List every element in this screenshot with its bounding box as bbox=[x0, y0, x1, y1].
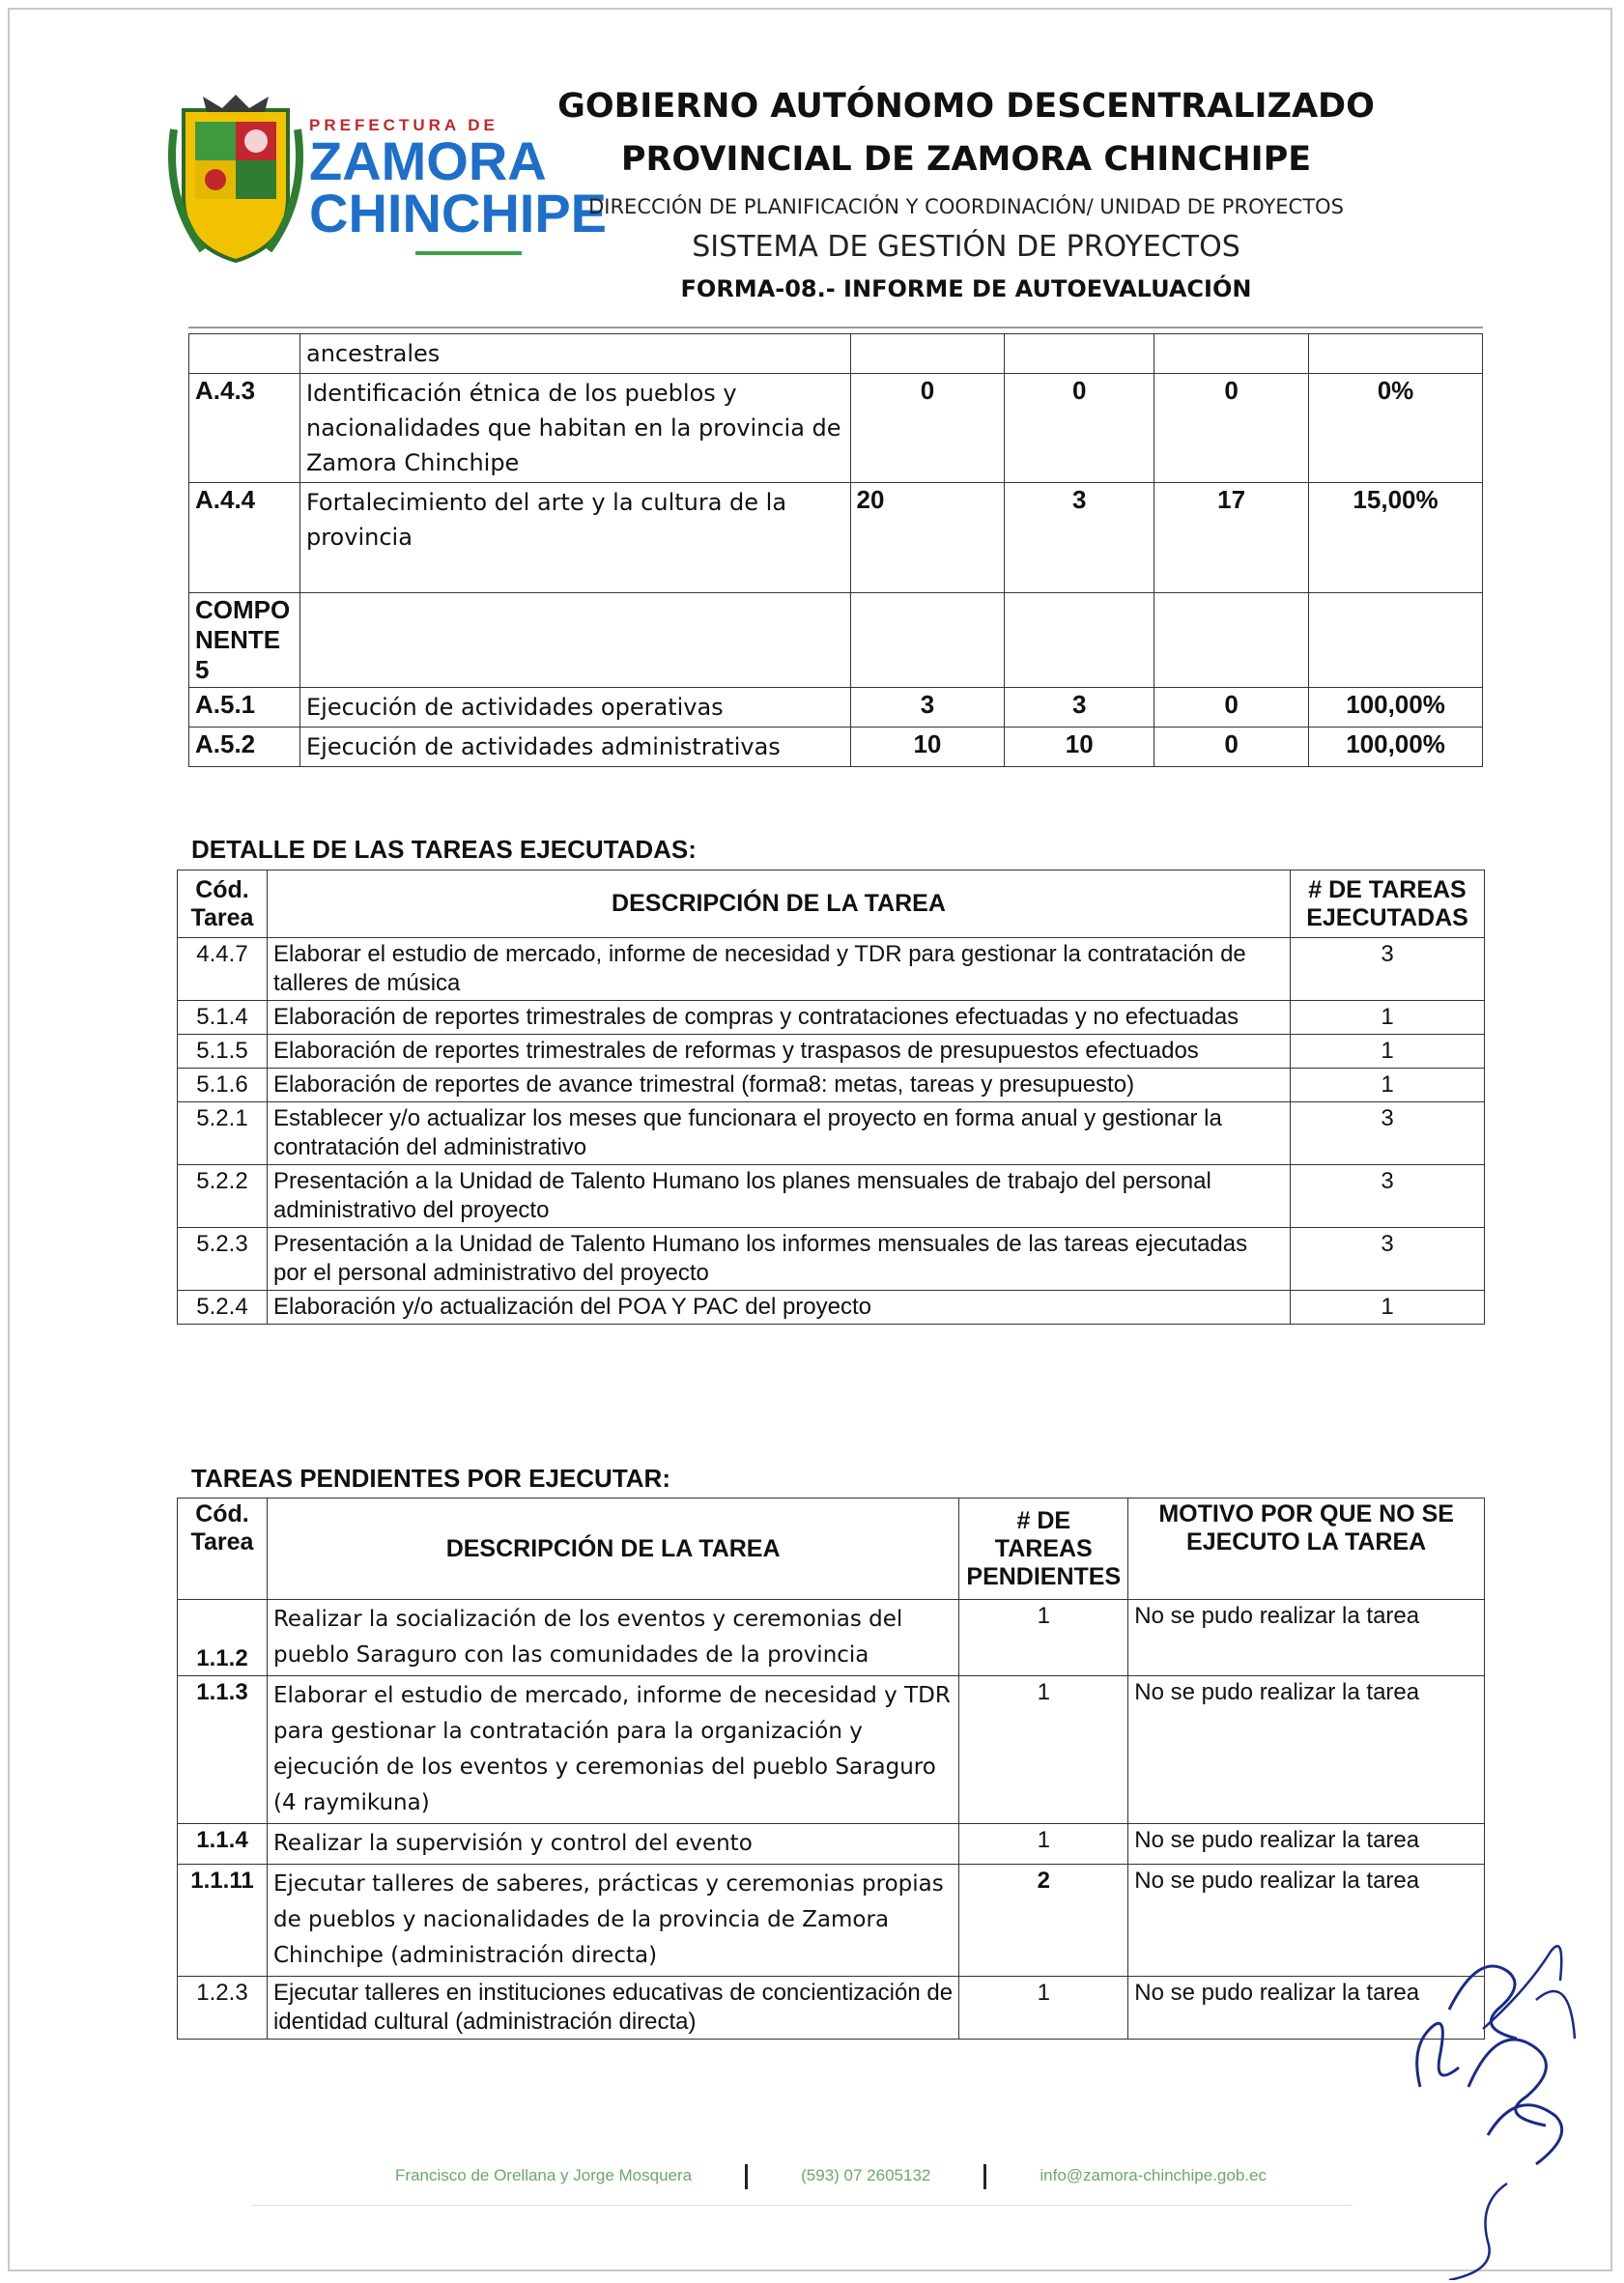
task-code: 5.1.4 bbox=[178, 1001, 268, 1035]
header-subtitle: DIRECCIÓN DE PLANIFICACIÓN Y COORDINACIÓN/ UNIDAD DE PROYECTOS bbox=[588, 195, 1344, 218]
task-code: 5.1.6 bbox=[178, 1069, 268, 1102]
task-reason: No se pudo realizar la tarea bbox=[1128, 1676, 1485, 1824]
activity-percentage bbox=[1309, 334, 1483, 374]
table-header-row bbox=[178, 870, 1485, 938]
table-row bbox=[178, 938, 1485, 1001]
activity-code: A.4.4 bbox=[189, 483, 300, 593]
table-row bbox=[189, 374, 1483, 483]
table-row bbox=[178, 1228, 1485, 1291]
activity-percentage bbox=[1309, 593, 1483, 688]
activity-executed: 3 bbox=[1005, 688, 1154, 728]
activities-table bbox=[188, 333, 1483, 767]
activity-description: Identificación étnica de los pueblos y nacionalidades que habitan en la provincia de Zamora Chinchipe bbox=[299, 374, 850, 483]
task-code: 5.2.3 bbox=[178, 1228, 268, 1291]
handwritten-signature bbox=[1391, 1894, 1584, 2280]
task-description: Establecer y/o actualizar los meses que funcionara el proyecto en forma anual y gestionar la contratación del administrativo bbox=[267, 1102, 1290, 1165]
activity-executed: 0 bbox=[1005, 374, 1154, 483]
activity-code: A.4.3 bbox=[189, 374, 300, 483]
task-description: Elaborar el estudio de mercado, informe de necesidad y TDR para gestionar la contratación de talleres de música bbox=[267, 938, 1290, 1001]
activity-code bbox=[189, 334, 300, 374]
table-row bbox=[178, 1676, 1485, 1824]
activity-pending: 17 bbox=[1154, 483, 1309, 593]
task-code: 5.2.4 bbox=[178, 1291, 268, 1325]
table-row bbox=[189, 728, 1483, 767]
col-description-header: DESCRIPCIÓN DE LA TAREA bbox=[267, 1498, 958, 1600]
activity-description: Ejecución de actividades administrativas bbox=[299, 728, 850, 767]
table-row bbox=[178, 1865, 1485, 1977]
header-rule bbox=[188, 327, 1483, 328]
footer-rule bbox=[251, 2205, 1353, 2206]
col-reason-header: MOTIVO POR QUE NO SE EJECUTO LA TAREA bbox=[1128, 1498, 1485, 1600]
activity-pending bbox=[1154, 593, 1309, 688]
task-count: 1 bbox=[1291, 1001, 1485, 1035]
activity-description: Ejecución de actividades operativas bbox=[299, 688, 850, 728]
executed-section-title: DETALLE DE LAS TAREAS EJECUTADAS: bbox=[191, 835, 697, 864]
activity-pending: 0 bbox=[1154, 728, 1309, 767]
task-code: 4.4.7 bbox=[178, 938, 268, 1001]
activity-executed bbox=[1005, 593, 1154, 688]
task-count: 1 bbox=[1291, 1069, 1485, 1102]
brand-line-1: ZAMORA bbox=[309, 130, 547, 191]
task-description: Realizar la socialización de los eventos y ceremonias del pueblo Saraguro con las comunidades de la provincia bbox=[267, 1600, 958, 1676]
province-shield-icon bbox=[164, 91, 307, 265]
task-code: 1.1.3 bbox=[178, 1676, 268, 1824]
activity-planned: 0 bbox=[850, 374, 1005, 483]
activity-code: A.5.1 bbox=[189, 688, 300, 728]
activity-planned bbox=[850, 593, 1005, 688]
header-form-title: FORMA-08.- INFORME DE AUTOEVALUACIÓN bbox=[680, 275, 1252, 302]
task-description: Elaboración de reportes trimestrales de reformas y traspasos de presupuestos efectuados bbox=[267, 1035, 1290, 1069]
header-system: SISTEMA DE GESTIÓN DE PROYECTOS bbox=[692, 230, 1240, 264]
task-count: 1 bbox=[959, 1824, 1128, 1865]
task-description: Elaboración de reportes de avance trimestral (forma8: metas, tareas y presupuesto) bbox=[267, 1069, 1290, 1102]
footer-address: Francisco de Orellana y Jorge Mosquera bbox=[395, 2166, 693, 2185]
task-description: Ejecutar talleres de saberes, prácticas y ceremonias propias de pueblos y nacionalidades de la provincia de Zamora Chinchipe (administración directa) bbox=[267, 1865, 958, 1977]
activity-pending bbox=[1154, 334, 1309, 374]
task-count: 1 bbox=[959, 1676, 1128, 1824]
activity-percentage: 100,00% bbox=[1309, 728, 1483, 767]
activity-executed: 10 bbox=[1005, 728, 1154, 767]
task-count: 3 bbox=[1291, 1228, 1485, 1291]
component-code: COMPO NENTE 5 bbox=[189, 593, 300, 688]
task-count: 3 bbox=[1291, 938, 1485, 1001]
task-reason: No se pudo realizar la tarea bbox=[1128, 1977, 1485, 2040]
task-count: 3 bbox=[1291, 1165, 1485, 1228]
task-description: Realizar la supervisión y control del evento bbox=[267, 1824, 958, 1865]
header-title-1: GOBIERNO AUTÓNOMO DESCENTRALIZADO bbox=[557, 87, 1375, 126]
task-description: Elaborar el estudio de mercado, informe de necesidad y TDR para gestionar la contratación para la organización y ejecución de los eventos y ceremonias del pueblo Saraguro (4 raymikuna) bbox=[267, 1676, 958, 1824]
task-code: 5.2.1 bbox=[178, 1102, 268, 1165]
activity-pending: 0 bbox=[1154, 688, 1309, 728]
activity-planned bbox=[850, 334, 1005, 374]
table-row bbox=[178, 1600, 1485, 1676]
header-title-2: PROVINCIAL DE ZAMORA CHINCHIPE bbox=[620, 140, 1312, 179]
task-code: 1.1.2 bbox=[178, 1600, 268, 1676]
col-code-header: Cód. Tarea bbox=[178, 1498, 268, 1600]
footer-separator bbox=[983, 2164, 986, 2189]
task-code: 5.1.5 bbox=[178, 1035, 268, 1069]
table-row bbox=[178, 1977, 1485, 2040]
activity-description: Fortalecimiento del arte y la cultura de la provincia bbox=[299, 483, 850, 593]
footer-separator bbox=[745, 2164, 748, 2189]
col-count-header: # DE TAREAS EJECUTADAS bbox=[1291, 870, 1485, 938]
activity-percentage: 100,00% bbox=[1309, 688, 1483, 728]
activity-planned: 10 bbox=[850, 728, 1005, 767]
table-row bbox=[178, 1001, 1485, 1035]
task-reason: No se pudo realizar la tarea bbox=[1128, 1824, 1485, 1865]
activity-description bbox=[299, 593, 850, 688]
activity-description: ancestrales bbox=[299, 334, 850, 374]
task-count: 1 bbox=[1291, 1291, 1485, 1325]
document-header bbox=[164, 87, 1478, 319]
activity-planned: 20 bbox=[850, 483, 1005, 593]
task-code: 5.2.2 bbox=[178, 1165, 268, 1228]
table-header-row bbox=[178, 1498, 1485, 1600]
table-row bbox=[189, 483, 1483, 593]
activity-executed bbox=[1005, 334, 1154, 374]
table-row bbox=[178, 1035, 1485, 1069]
task-description: Elaboración y/o actualización del POA Y PAC del proyecto bbox=[267, 1291, 1290, 1325]
col-description-header: DESCRIPCIÓN DE LA TAREA bbox=[267, 870, 1290, 938]
task-description: Ejecutar talleres en instituciones educativas de concientización de identidad cultural (administración directa) bbox=[267, 1977, 958, 2040]
col-code-header: Cód. Tarea bbox=[178, 870, 268, 938]
footer-email: info@zamora-chinchipe.gob.ec bbox=[1040, 2166, 1267, 2185]
executed-tasks-table bbox=[177, 870, 1485, 1325]
task-reason: No se pudo realizar la tarea bbox=[1128, 1865, 1485, 1977]
table-row bbox=[178, 1165, 1485, 1228]
activity-percentage: 15,00% bbox=[1309, 483, 1483, 593]
pending-section-title: TAREAS PENDIENTES POR EJECUTAR: bbox=[191, 1464, 670, 1493]
activity-percentage: 0% bbox=[1309, 374, 1483, 483]
task-count: 3 bbox=[1291, 1102, 1485, 1165]
brand-line-2: CHINCHIPE bbox=[309, 183, 608, 243]
task-description: Presentación a la Unidad de Talento Humano los informes mensuales de las tareas ejecutadas por el personal administrativo del proyecto bbox=[267, 1228, 1290, 1291]
table-row bbox=[189, 688, 1483, 728]
table-row bbox=[178, 1824, 1485, 1865]
activity-planned: 3 bbox=[850, 688, 1005, 728]
activity-code: A.5.2 bbox=[189, 728, 300, 767]
task-description: Elaboración de reportes trimestrales de compras y contrataciones efectuadas y no efectuadas bbox=[267, 1001, 1290, 1035]
activity-executed: 3 bbox=[1005, 483, 1154, 593]
table-row bbox=[189, 334, 1483, 374]
brand-small-text: PREFECTURA DE bbox=[309, 116, 499, 134]
footer-phone: (593) 07 2605132 bbox=[801, 2166, 931, 2185]
task-code: 1.2.3 bbox=[178, 1977, 268, 2040]
col-count-header: # DE TAREAS PENDIENTES bbox=[959, 1498, 1128, 1600]
footer bbox=[193, 2164, 1468, 2189]
task-reason: No se pudo realizar la tarea bbox=[1128, 1600, 1485, 1676]
task-count: 1 bbox=[959, 1977, 1128, 2040]
activity-pending: 0 bbox=[1154, 374, 1309, 483]
table-row bbox=[189, 593, 1483, 688]
task-code: 1.1.11 bbox=[178, 1865, 268, 1977]
task-description: Presentación a la Unidad de Talento Humano los planes mensuales de trabajo del personal administrativo del proyecto bbox=[267, 1165, 1290, 1228]
task-count: 1 bbox=[1291, 1035, 1485, 1069]
task-count: 2 bbox=[959, 1865, 1128, 1977]
task-count: 1 bbox=[959, 1600, 1128, 1676]
table-row bbox=[178, 1069, 1485, 1102]
pending-tasks-table bbox=[177, 1498, 1485, 2040]
task-code: 1.1.4 bbox=[178, 1824, 268, 1865]
table-row bbox=[178, 1102, 1485, 1165]
table-row bbox=[178, 1291, 1485, 1325]
